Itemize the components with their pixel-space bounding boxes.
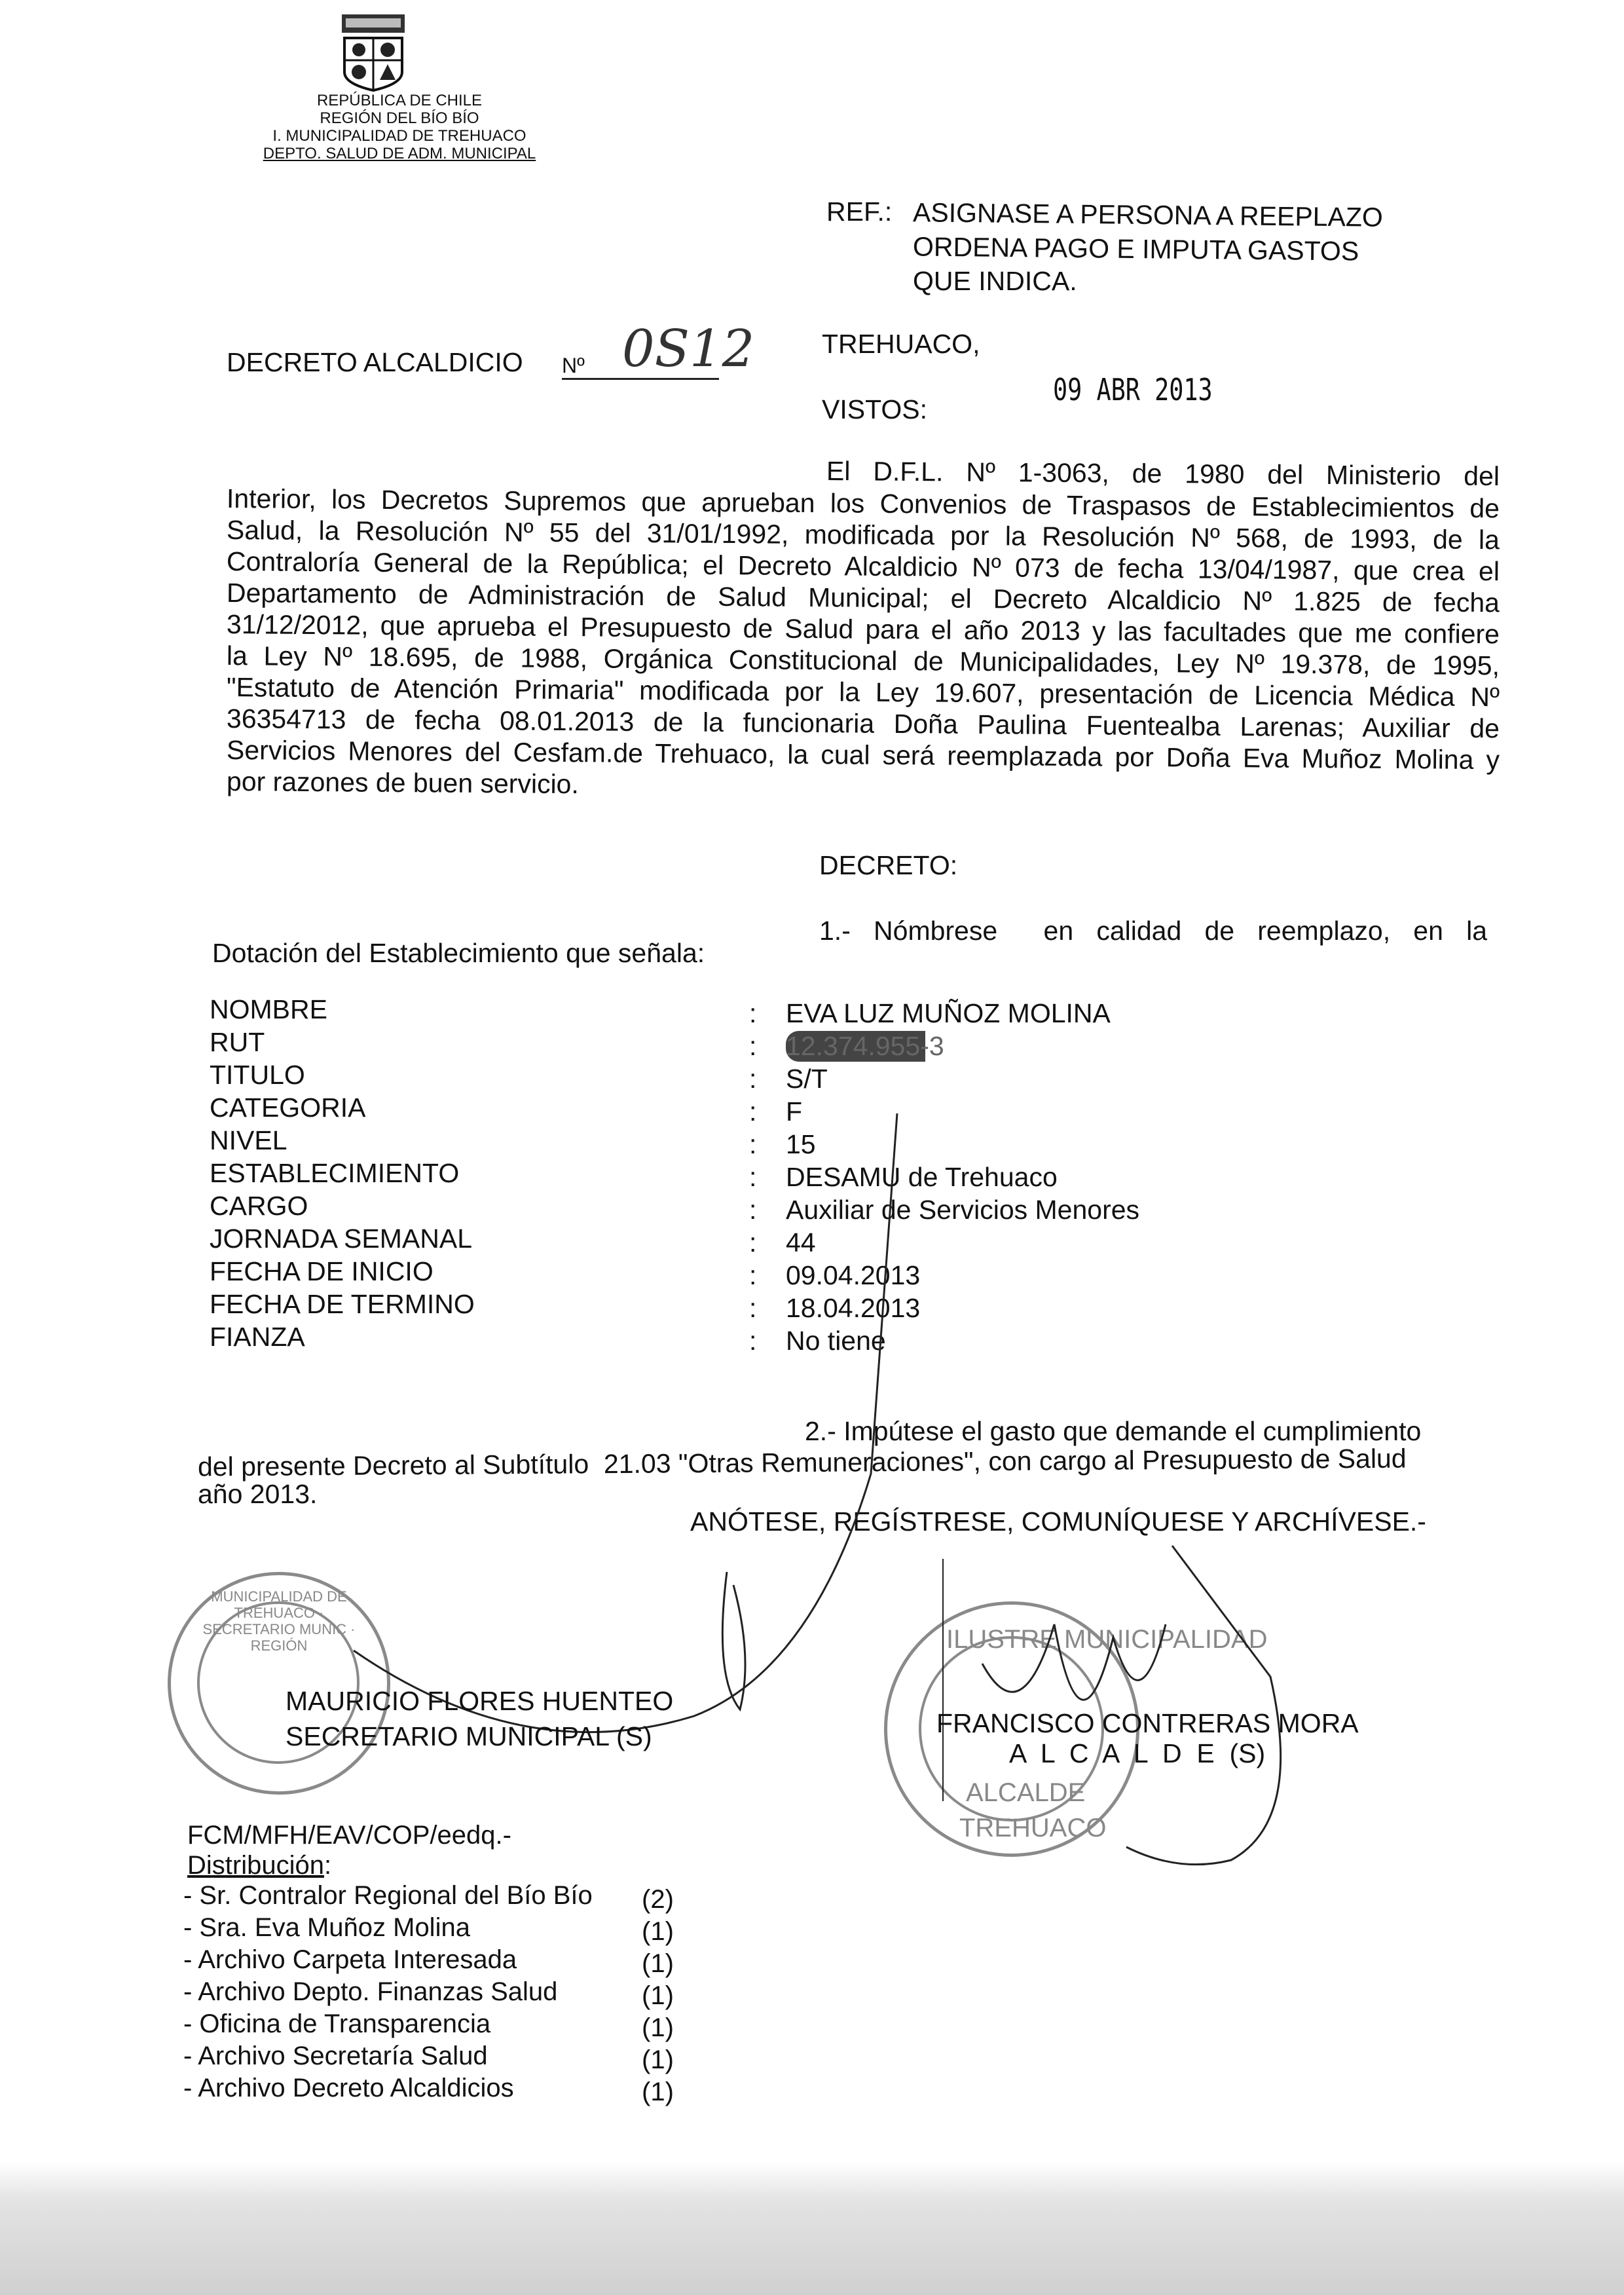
body-line: Departamento de Administración de Salud Municipal; el Decreto Alcaldicio Nº 1.825 de fecha: [226, 578, 1500, 618]
letterhead-line: I. MUNICIPALIDAD DE TREHUACO: [272, 127, 526, 145]
decree-number-prefix: Nº: [562, 354, 719, 380]
body-line: Interior, los Decretos Supremos que aprueban los Convenios de Traspasos de Establecimientos de: [226, 483, 1500, 524]
detail-value: 12.374.955-3: [786, 1031, 944, 1061]
detail-value: F: [786, 1096, 803, 1127]
decree-number-handwritten: 0S12: [622, 320, 755, 379]
date-stamp: 09 ABR 2013: [1053, 372, 1213, 407]
detail-colon: :: [749, 1031, 757, 1061]
detail-label: FECHA DE TERMINO: [210, 1289, 475, 1319]
place: TREHUACO,: [822, 329, 980, 359]
letterhead-line: REGIÓN DEL BÍO BÍO: [320, 109, 479, 127]
distribution-count: (1): [642, 1917, 674, 1946]
detail-label: FIANZA: [210, 1322, 305, 1352]
body-line: por razones de buen servicio.: [226, 766, 580, 800]
ref-label: REF.:: [826, 196, 893, 227]
detail-label: ESTABLECIMIENTO: [210, 1158, 460, 1188]
body-line: Salud, la Resolución Nº 55 del 31/01/1992, modificada por la Resolución Nº 568, de 1993, de la: [226, 515, 1500, 555]
body-line: 36354713 de fecha 08.01.2013 de la funcionaria Doña Paulina Fuentealba Larenas; Auxiliar de: [226, 703, 1500, 744]
distribution-count: (2): [642, 1885, 674, 1914]
initials: FCM/MFH/EAV/COP/eedq.-: [187, 1821, 511, 1850]
point2-line: año 2013.: [198, 1479, 318, 1509]
detail-value: 15: [786, 1129, 816, 1159]
point2-line: 2.- Impútese el gasto que demande el cumplimiento: [805, 1416, 1422, 1446]
scan-bottom-edge: [0, 2161, 1624, 2295]
mayor-stamp-top-text: ILUSTRE MUNICIPALIDAD: [946, 1625, 1268, 1654]
detail-colon: :: [749, 1129, 757, 1159]
detail-colon: :: [749, 1326, 757, 1356]
mayor-title: A L C A L D E (S): [1009, 1738, 1266, 1768]
secretary-stamp-text: MUNICIPALIDAD DE TREHUACO · SECRETARIO MUNIC · REGIÓN: [202, 1588, 356, 1654]
detail-value: S/T: [786, 1064, 828, 1094]
detail-value: Auxiliar de Servicios Menores: [786, 1195, 1140, 1225]
body-line: 31/12/2012, que aprueba el Presupuesto de Salud para el año 2013 y las facultades que me confiere: [226, 609, 1500, 650]
ref-line: QUE INDICA.: [913, 266, 1077, 296]
ref-line: ASIGNASE A PERSONA A REEPLAZO: [912, 197, 1384, 233]
body-line: El D.F.L. Nº 1-3063, de 1980 del Ministerio del: [826, 455, 1500, 492]
detail-value: No tiene: [786, 1326, 886, 1356]
secretary-name: MAURICIO FLORES HUENTEO: [286, 1686, 674, 1716]
distribution-item: - Oficina de Transparencia: [183, 2009, 491, 2038]
detail-colon: :: [749, 1227, 757, 1258]
distribution-item: - Archivo Decreto Alcaldicios: [183, 2074, 514, 2102]
vistos-heading: VISTOS:: [822, 394, 928, 424]
detail-label: CARGO: [210, 1191, 308, 1221]
detail-label: NOMBRE: [210, 994, 327, 1024]
detail-label: TITULO: [210, 1060, 305, 1090]
body-line: "Estatuto de Atención Primaria" modificada por la Ley 19.607, presentación de Licencia Médica Nº: [226, 672, 1500, 713]
mayor-stamp-bottom-text: TREHUACO: [959, 1814, 1107, 1842]
distribution-item: - Sra. Eva Muñoz Molina: [183, 1913, 470, 1942]
detail-colon: :: [749, 1260, 757, 1290]
distribution-item: - Archivo Depto. Finanzas Salud: [183, 1977, 558, 2006]
detail-value: EVA LUZ MUÑOZ MOLINA: [786, 998, 1111, 1028]
distribution-count: (1): [642, 2078, 674, 2106]
distribution-count: (1): [642, 1981, 674, 2010]
point1-line: 1.- Nómbrese en calidad de reemplazo, en la: [819, 916, 1487, 946]
body-line: la Ley Nº 18.695, de 1988, Orgánica Constitucional de Municipalidades, Ley Nº 19.378, de 1995,: [226, 641, 1500, 681]
distribution-count: (1): [642, 1949, 674, 1978]
detail-value: DESAMU de Trehuaco: [786, 1162, 1058, 1192]
distribution-item: - Archivo Carpeta Interesada: [183, 1945, 517, 1974]
distribution-count: (1): [642, 2013, 674, 2042]
detail-label: CATEGORIA: [210, 1092, 366, 1123]
detail-label: JORNADA SEMANAL: [210, 1223, 472, 1254]
distribution-count: (1): [642, 2045, 674, 2074]
detail-colon: :: [749, 1064, 757, 1094]
letterhead-line: REPÚBLICA DE CHILE: [316, 92, 483, 109]
detail-label: NIVEL: [210, 1125, 287, 1155]
ref-line: ORDENA PAGO E IMPUTA GASTOS: [912, 231, 1359, 267]
distribution-item: - Sr. Contralor Regional del Bío Bío: [183, 1881, 593, 1910]
body-line: Servicios Menores del Cesfam.de Trehuaco, la cual será reemplazada por Doña Eva Muñoz Molina y: [226, 735, 1500, 775]
detail-colon: :: [749, 998, 757, 1028]
point1-line: Dotación del Establecimiento que señala:: [212, 938, 705, 968]
letterhead-line: DEPTO. SALUD DE ADM. MUNICIPAL: [263, 145, 536, 162]
mayor-name: FRANCISCO CONTRERAS MORA: [936, 1708, 1359, 1738]
detail-value: 44: [786, 1227, 816, 1258]
detail-colon: :: [749, 1293, 757, 1323]
mayor-stamp-mid-text: ALCALDE: [966, 1778, 1086, 1807]
body-line: Contraloría General de la República; el Decreto Alcaldicio Nº 073 de fecha 13/04/1987, que crea el: [226, 546, 1500, 587]
detail-colon: :: [749, 1195, 757, 1225]
decreto-heading: DECRETO:: [819, 850, 958, 880]
decree-title: DECRETO ALCALDICIO: [227, 347, 523, 377]
distribution-heading: Distribución:: [187, 1851, 332, 1880]
secretary-title: SECRETARIO MUNICIPAL (S): [286, 1721, 652, 1751]
detail-label: RUT: [210, 1027, 265, 1057]
distribution-item: - Archivo Secretaría Salud: [183, 2042, 488, 2070]
point2-line: del presente Decreto al Subtítulo 21.03 "Otras Remuneraciones", con cargo al Presupuesto de Salud: [197, 1443, 1407, 1482]
detail-value: 18.04.2013: [786, 1293, 921, 1323]
detail-value: 09.04.2013: [786, 1260, 921, 1290]
detail-label: FECHA DE INICIO: [210, 1256, 434, 1286]
closing-formula: ANÓTESE, REGÍSTRESE, COMUNÍQUESE Y ARCHÍVESE.-: [690, 1506, 1426, 1537]
detail-colon: :: [749, 1096, 757, 1127]
detail-colon: :: [749, 1162, 757, 1192]
